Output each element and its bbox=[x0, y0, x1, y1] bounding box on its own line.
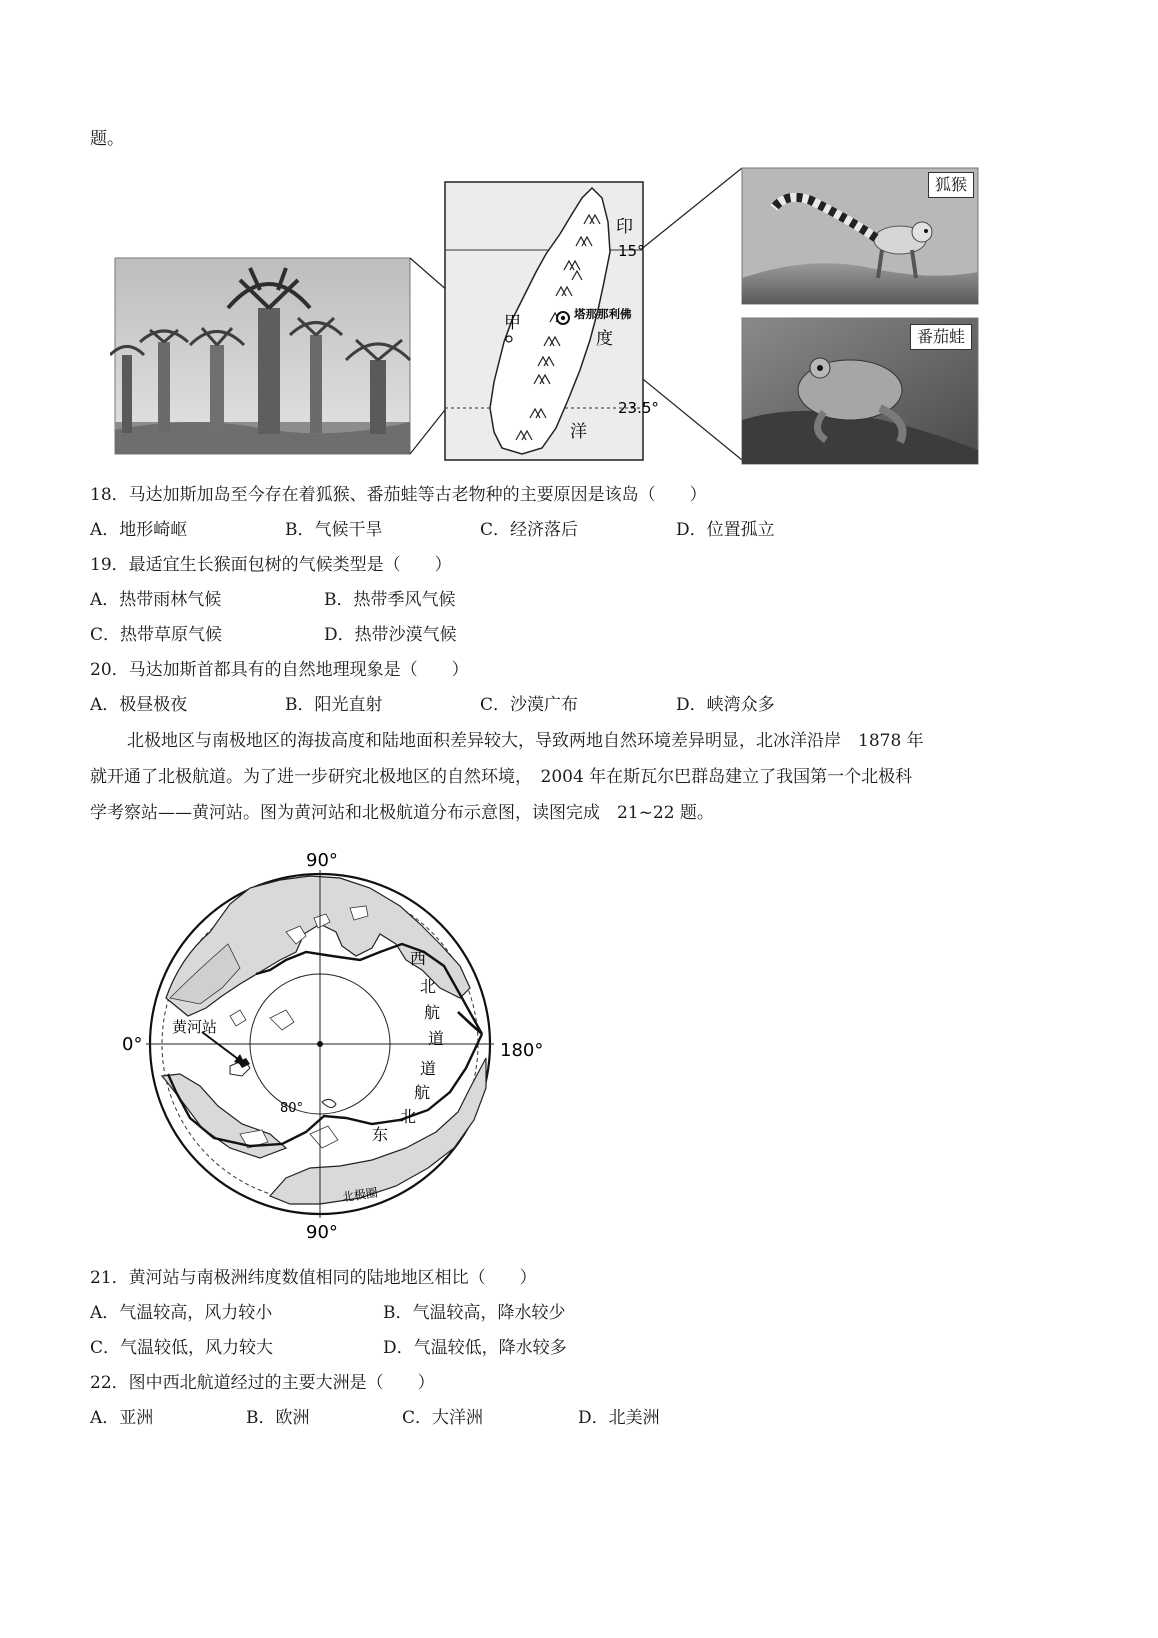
intro-tail: 题。 bbox=[90, 129, 124, 149]
label-80: 80° bbox=[280, 1101, 304, 1116]
madagascar-figure bbox=[110, 160, 990, 470]
question-stem: 19．最适宜生长猴面包树的气候类型是（ ） bbox=[90, 555, 452, 575]
option: C．热带草原气候 bbox=[90, 625, 223, 645]
option: A．亚洲 bbox=[90, 1408, 154, 1428]
paragraph-line: 就开通了北极航道。为了进一步研究北极地区的自然环境， 2004 年在斯瓦尔巴群岛建立了我国第一个北极科 bbox=[90, 767, 913, 787]
route-nw-1: 西 bbox=[410, 949, 427, 968]
question-stem: 20．马达加斯首都具有的自然地理现象是（ ） bbox=[90, 660, 469, 680]
arctic-map bbox=[110, 848, 560, 1248]
route-nw-3: 航 bbox=[424, 1003, 441, 1022]
option: A．地形崎岖 bbox=[90, 520, 188, 540]
question-stem: 21．黄河站与南极洲纬度数值相同的陆地地区相比（ ） bbox=[90, 1268, 537, 1288]
option: B．阳光直射 bbox=[285, 695, 383, 715]
option: D．热带沙漠气候 bbox=[324, 625, 457, 645]
point-jia-icon bbox=[506, 336, 512, 342]
label-station: 黄河站 bbox=[172, 1018, 218, 1036]
question-stem: 22．图中西北航道经过的主要大洲是（ ） bbox=[90, 1373, 435, 1393]
label-arctic-circle: 北极圈 bbox=[341, 1185, 379, 1205]
madagascar-map bbox=[445, 182, 659, 460]
option: D．峡湾众多 bbox=[676, 695, 775, 715]
map-label-capital: 塔那那利佛 bbox=[574, 307, 632, 321]
label-right-180: 180° bbox=[500, 1040, 544, 1061]
option: C．气温较低，风力较大 bbox=[90, 1338, 274, 1358]
label-bottom-90: 90° bbox=[306, 1222, 338, 1243]
map-label-yin: 印 bbox=[616, 217, 633, 237]
option: B．气候干旱 bbox=[285, 520, 383, 540]
baobab-photo bbox=[110, 258, 410, 454]
map-label-jia: 甲 bbox=[504, 313, 521, 333]
option: D．北美洲 bbox=[578, 1408, 660, 1428]
option: B．气温较高，降水较少 bbox=[383, 1303, 566, 1323]
paragraph-line: 学考察站——黄河站。图为黄河站和北极航道分布示意图，读图完成 21~22 题。 bbox=[90, 803, 714, 823]
option: A．热带雨林气候 bbox=[90, 590, 222, 610]
option: D．气温较低，降水较多 bbox=[383, 1338, 567, 1358]
route-nw-4: 道 bbox=[428, 1029, 445, 1048]
option: A．气温较高，风力较小 bbox=[90, 1303, 273, 1323]
map-label-lat23: 23.5° bbox=[618, 399, 659, 417]
route-ne-4: 东 bbox=[372, 1125, 389, 1144]
north-pole-dot bbox=[317, 1041, 323, 1047]
route-ne-3: 北 bbox=[400, 1107, 417, 1126]
option: B．热带季风气候 bbox=[324, 590, 456, 610]
frog-label: 番茄蛙 bbox=[910, 324, 972, 350]
route-ne-1: 道 bbox=[420, 1059, 437, 1078]
paragraph-line: 北极地区与南极地区的海拔高度和陆地面积差异较大，导致两地自然环境差异明显，北冰洋沿岸 1878 年 bbox=[127, 731, 924, 751]
option: D．位置孤立 bbox=[676, 520, 775, 540]
option: B．欧洲 bbox=[246, 1408, 310, 1428]
route-ne-2: 航 bbox=[414, 1083, 431, 1102]
option: C．大洋洲 bbox=[402, 1408, 484, 1428]
route-nw-2: 北 bbox=[420, 977, 437, 996]
question-stem: 18．马达加斯加岛至今存在着狐猴、番茄蛙等古老物种的主要原因是该岛（ ） bbox=[90, 485, 707, 505]
label-left-0: 0° bbox=[122, 1034, 143, 1055]
lemur-label: 狐猴 bbox=[928, 172, 974, 198]
map-label-yang: 洋 bbox=[570, 422, 587, 442]
map-label-lat15: 15° bbox=[618, 242, 645, 260]
map-label-du: 度 bbox=[596, 329, 613, 349]
option: C．经济落后 bbox=[480, 520, 579, 540]
label-top-90: 90° bbox=[306, 850, 338, 871]
option: A．极昼极夜 bbox=[90, 695, 188, 715]
option: C．沙漠广布 bbox=[480, 695, 579, 715]
